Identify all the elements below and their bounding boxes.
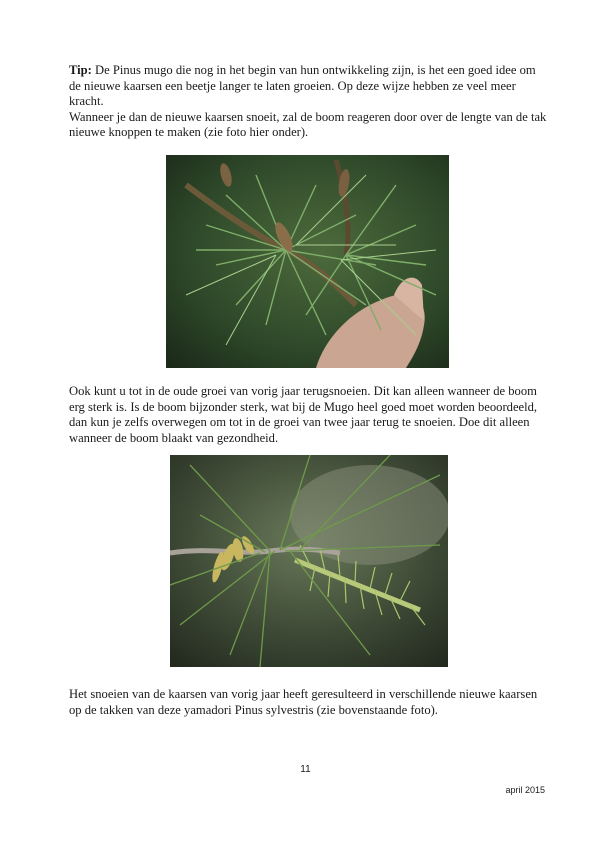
tip-paragraph — [69, 63, 549, 141]
pine-new-buds-photo — [166, 155, 449, 368]
pruning-paragraph: Ook kunt u tot in de oude groei van vorig jaar terugsnoeien. Dit kan alleen wanneer de boom erg sterk is. Is de boom bijzonder sterk, wat bij de Mugo heel goed moet worden beoordeeld, dan kun je zelfs overwegen om tot in de groei van twee jaar terug te snoeien. Doe dit alleen wanneer de boom blaakt van gezondheid. — [69, 384, 538, 445]
result-paragraph: Het snoeien van de kaarsen van vorig jaar heeft geresulteerd in verschillende nieuwe kaarsen op de takken van deze yamadori Pinus sylvestris (zie bovenstaande foto). — [69, 687, 538, 717]
tip-text-continued: Wanneer je dan de nieuwe kaarsen snoeit, zal de boom reageren door over de lengte van de tak nieuwe knoppen te maken (zie foto hier onder). — [69, 109, 547, 140]
footer-date: april 2015 — [505, 785, 545, 795]
tip-text: De Pinus mugo die nog in het begin van hun ontwikkeling zijn, is het een goed idee om de nieuwe kaarsen een beetje langer te laten groeien. Op deze wijze hebben ze veel meer kracht. — [69, 63, 536, 109]
page-number: 11 — [300, 764, 311, 775]
pinus-sylvestris-candles-photo — [170, 455, 448, 667]
tip-label: Tip: — [69, 63, 92, 77]
